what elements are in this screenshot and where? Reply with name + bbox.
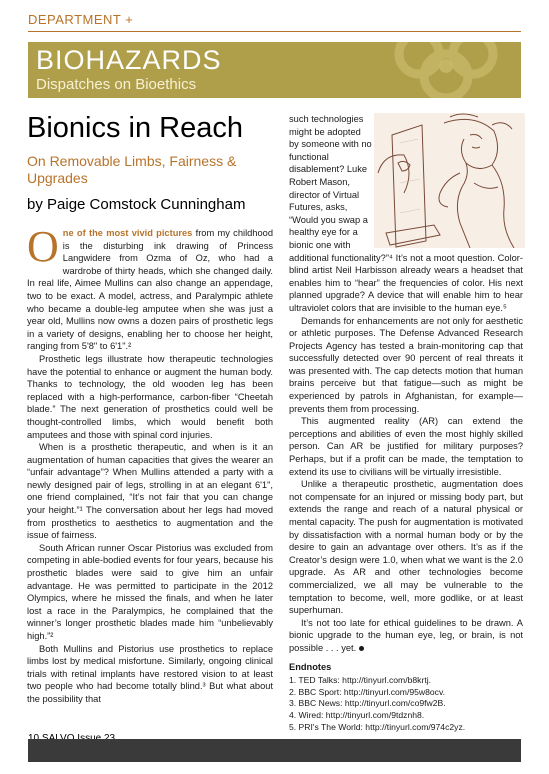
biohazard-icon bbox=[331, 42, 521, 98]
endnotes-heading: Endnotes bbox=[289, 661, 332, 672]
paragraph-1-text: from my childhood is the disturbing ink drawing of Princess Langwidere from Ozma of Oz, who had a wardrobe of thirty heads, which she changed daily. In real life, Aimee Mullins can also change an appendage, two to be exact. A model, actress, and Paralympic athlete who became a double-leg amputee when she was just a year old, Mullins now owns a dozen pairs of prosthetic legs in a variety of designs, enabling her to choose her height, ranging from 5'8" to 6'1".² bbox=[27, 228, 273, 352]
column-left bbox=[27, 222, 273, 706]
article-headline: Bionics in Reach bbox=[27, 112, 243, 144]
wrapped-text bbox=[289, 113, 373, 252]
department-rule bbox=[28, 31, 521, 32]
banner-title: BIOHAZARDS bbox=[36, 45, 222, 75]
wrapped-paragraph: such technologies might be adopted by someone with no functional disablement? Luke Robert Mason, director of Virtual Futures, asks, “Would you swap a healthy eye for a bionic one with bbox=[289, 114, 372, 250]
paragraph-1 bbox=[27, 222, 273, 353]
endnotes-list bbox=[289, 675, 523, 733]
paragraph-9: Unlike a therapeutic prosthetic, augmentation does not compensate for an injured or missing body part, but extends the range and reach of a natural physical or mental capacity. The push for augmentation is motivated by dissatisfaction with a normal human body or by the desire to gain an advantage over others. It’s as if the Creator’s design were 1.0, when what we want is the 2.0 upgrade. As AR and other technologies become commercialized, we all may be vulnerable to the temptation to become, well, more godlike, or at least superhuman. bbox=[289, 479, 523, 616]
paragraph-8: This augmented reality (AR) can extend the perceptions and abilities of even the most highly skilled person. Can AR be justified for military purposes? Perhaps, but if a profit can be made, the temptation to extend its use to civilians will be virtually irresistible. bbox=[289, 416, 523, 477]
section-banner bbox=[28, 42, 521, 98]
endnote-item: 2. BBC Sport: http://tinyurl.com/95w8ocv. bbox=[289, 686, 446, 697]
endnote-item: 5. PRI's The World: http://tinyurl.com/974c2yz. bbox=[289, 721, 466, 732]
department-label: DEPARTMENT + bbox=[28, 12, 134, 27]
banner-subtitle: Dispatches on Bioethics bbox=[36, 76, 197, 93]
footer-bar bbox=[28, 739, 521, 762]
paragraph-4: South African runner Oscar Pistorius was excluded from competing in able-bodied events for four years, because his prosthetic blades were said to give him an unfair advantage. He was permitted to participate in the 2012 Olympics, where he missed the finals, and when he later lost a race in the Paralympics, he complained that the winner’s longer prosthetic blades made him “unbelievably high.”² bbox=[27, 542, 273, 641]
lead-in: ne of the most vivid pictures bbox=[62, 228, 193, 238]
endnote-item: 1. TED Talks: http://tinyurl.com/b8krtj. bbox=[289, 675, 432, 686]
paragraph-10 bbox=[289, 617, 523, 655]
closing-text: It’s not too late for ethical guidelines to be drawn. A bionic upgrade to the human eye, leg, or brain, is not possible . . . yet. bbox=[289, 617, 523, 653]
article-deck: On Removable Limbs, Fairness & Upgrades bbox=[27, 153, 237, 186]
paragraph-7: Demands for enhancements are not only for aesthetic or athletic purposes. The Defense Advanced Research Projects Agency has tested a brain-monitoring cap that successfully detected over 90 percent of real threats it was presented with. The cap detects motion that human brains perceive but that fatigue—such as might be experienced by patrols in Afghanistan, for example—prevents them from processing. bbox=[289, 315, 523, 414]
endnote-item: 3. BBC News: http://tinyurl.com/co9fw2B. bbox=[289, 698, 446, 709]
article-byline: by Paige Comstock Cunningham bbox=[27, 196, 246, 213]
endnote-item: 4. Wired: http://tinyurl.com/9tdznh8. bbox=[289, 709, 425, 720]
end-mark-icon bbox=[359, 646, 364, 651]
paragraph-5: Both Mullins and Pistorius use prosthetics to replace limbs lost by medical misfortune. Similarly, ongoing clinical trials with retinal implants have restored vision to at least two people who had become totally blind.³ But what about the possibility that bbox=[27, 643, 273, 704]
paragraph-3: When is a prosthetic therapeutic, and when is it an augmentation of human capacities that gives the wearer an “unfair advantage”? When Mullins attended a party with a newly designed pair of legs, strolling in at an elegant 6'1", one friend complained, “It’s not fair that you can change your height.”¹ The conversation about her legs had moved from prosthetics to aesthetics to augmentation and the issue of fairness. bbox=[27, 442, 273, 541]
paragraph-6: additional functionality?”⁴ It’s not a moot question. Color-blind artist Neil Harbisson already wears a headset that enables him to “hear” the frequencies of color. His next planned upgrade? A device that will enable him to hear ultraviolet colors that are invisible to the human eye.⁵ bbox=[289, 252, 523, 313]
column-right bbox=[289, 113, 523, 733]
paragraph-2: Prosthetic legs illustrate how therapeutic technologies have the potential to enhance or augment the human body. Thanks to technology, the old wooden leg has been replaced with a high-performance, carbon-fiber “Cheetah blade.” The next generation of prosthetics could well be thought-controlled limbs, which would benefit both amputees and those with spinal cord injuries. bbox=[27, 353, 273, 440]
drop-cap: O bbox=[27, 222, 59, 271]
